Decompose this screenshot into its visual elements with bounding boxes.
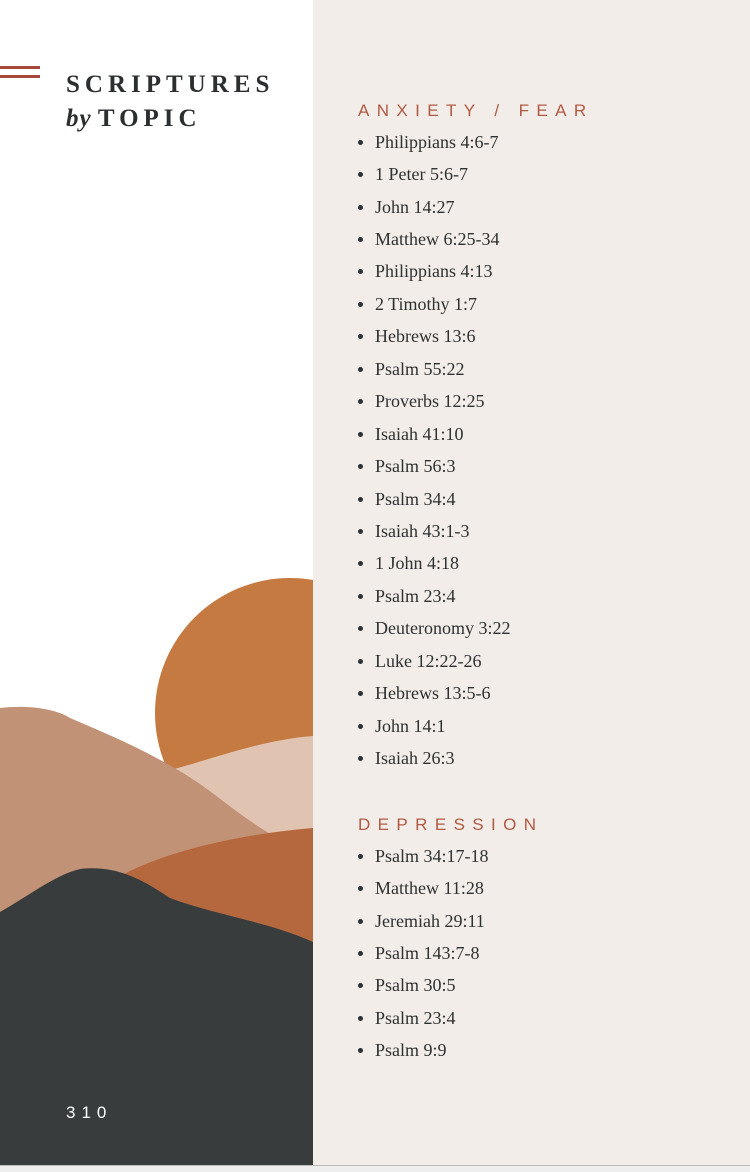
list-item — [358, 970, 543, 1002]
verse-reference: Psalm 34:4 — [375, 488, 456, 509]
bullet-icon — [358, 237, 363, 242]
list-item — [358, 613, 594, 645]
bullet-icon — [358, 432, 363, 437]
page-title — [66, 68, 274, 136]
bullet-icon — [358, 399, 363, 404]
list-item — [358, 450, 594, 482]
left-panel — [0, 0, 313, 1165]
list-item — [358, 353, 594, 385]
verse-reference: Psalm 34:17-18 — [375, 845, 489, 866]
verse-reference: Philippians 4:13 — [375, 261, 493, 282]
accent-bars — [0, 66, 40, 82]
accent-bar — [0, 66, 40, 69]
section-anxiety-fear — [358, 100, 594, 775]
list-item — [358, 515, 594, 547]
bullet-icon — [358, 594, 363, 599]
verse-reference: Psalm 56:3 — [375, 456, 456, 477]
bullet-icon — [358, 1016, 363, 1021]
section-depression — [358, 814, 543, 1067]
bullet-icon — [358, 983, 363, 988]
list-item — [358, 710, 594, 742]
bullet-icon — [358, 172, 363, 177]
bullet-icon — [358, 886, 363, 891]
verse-reference: Isaiah 41:10 — [375, 423, 464, 444]
bullet-icon — [358, 854, 363, 859]
bullet-icon — [358, 626, 363, 631]
verse-reference: Matthew 6:25-34 — [375, 229, 500, 250]
verse-reference: Deuteronomy 3:22 — [375, 618, 511, 639]
bullet-icon — [358, 334, 363, 339]
bullet-icon — [358, 140, 363, 145]
section-heading: DEPRESSION — [358, 815, 544, 834]
list-item — [358, 1035, 543, 1067]
verse-reference: John 14:27 — [375, 196, 455, 217]
list-item — [358, 386, 594, 418]
verse-reference: 1 Peter 5:6-7 — [375, 164, 468, 185]
list-item — [358, 548, 594, 580]
verse-reference: Psalm 9:9 — [375, 1040, 447, 1061]
verse-list — [358, 126, 594, 775]
bullet-icon — [358, 951, 363, 956]
list-item — [358, 840, 543, 872]
list-item — [358, 905, 543, 937]
list-item — [358, 742, 594, 774]
list-item — [358, 223, 594, 255]
bullet-icon — [358, 497, 363, 502]
verse-reference: Luke 12:22-26 — [375, 650, 482, 671]
list-item — [358, 418, 594, 450]
accent-bar — [0, 75, 40, 78]
bullet-icon — [358, 464, 363, 469]
list-item — [358, 321, 594, 353]
bullet-icon — [358, 269, 363, 274]
verse-reference: Jeremiah 29:11 — [375, 910, 485, 931]
page-number: 310 — [66, 1103, 113, 1122]
landscape-illustration — [0, 560, 313, 1165]
title-by: by — [66, 105, 92, 132]
bullet-icon — [358, 561, 363, 566]
list-item — [358, 126, 594, 158]
list-item — [358, 256, 594, 288]
title-scriptures: SCRIPTURES — [66, 71, 275, 98]
list-item — [358, 158, 594, 190]
verse-reference: Hebrews 13:5-6 — [375, 683, 491, 704]
list-item — [358, 937, 543, 969]
list-item — [358, 1002, 543, 1034]
list-item — [358, 872, 543, 904]
verse-reference: Proverbs 12:25 — [375, 391, 485, 412]
list-item — [358, 288, 594, 320]
bullet-icon — [358, 659, 363, 664]
verse-reference: 2 Timothy 1:7 — [375, 293, 478, 314]
list-item — [358, 191, 594, 223]
verse-reference: Psalm 55:22 — [375, 358, 465, 379]
bullet-icon — [358, 756, 363, 761]
bullet-icon — [358, 367, 363, 372]
bullet-icon — [358, 919, 363, 924]
verse-reference: Isaiah 43:1-3 — [375, 520, 470, 541]
verse-reference: 1 John 4:18 — [375, 553, 460, 574]
verse-reference: Hebrews 13:6 — [375, 326, 476, 347]
list-item — [358, 483, 594, 515]
list-item — [358, 645, 594, 677]
bullet-icon — [358, 724, 363, 729]
verse-reference: Matthew 11:28 — [375, 878, 484, 899]
bullet-icon — [358, 1048, 363, 1053]
title-topic: TOPIC — [97, 105, 202, 132]
verse-reference: Psalm 30:5 — [375, 975, 456, 996]
bullet-icon — [358, 691, 363, 696]
bullet-icon — [358, 205, 363, 210]
title-subline — [66, 102, 274, 136]
bullet-icon — [358, 529, 363, 534]
list-item — [358, 677, 594, 709]
bullet-icon — [358, 302, 363, 307]
section-heading: ANXIETY / FEAR — [358, 101, 594, 120]
verse-reference: Psalm 143:7-8 — [375, 943, 480, 964]
verse-reference: Philippians 4:6-7 — [375, 131, 499, 152]
verse-reference: Psalm 23:4 — [375, 1007, 456, 1028]
verse-reference: Isaiah 26:3 — [375, 748, 455, 769]
verse-reference: John 14:1 — [375, 715, 446, 736]
verse-list — [358, 840, 543, 1067]
list-item — [358, 580, 594, 612]
verse-reference: Psalm 23:4 — [375, 585, 456, 606]
